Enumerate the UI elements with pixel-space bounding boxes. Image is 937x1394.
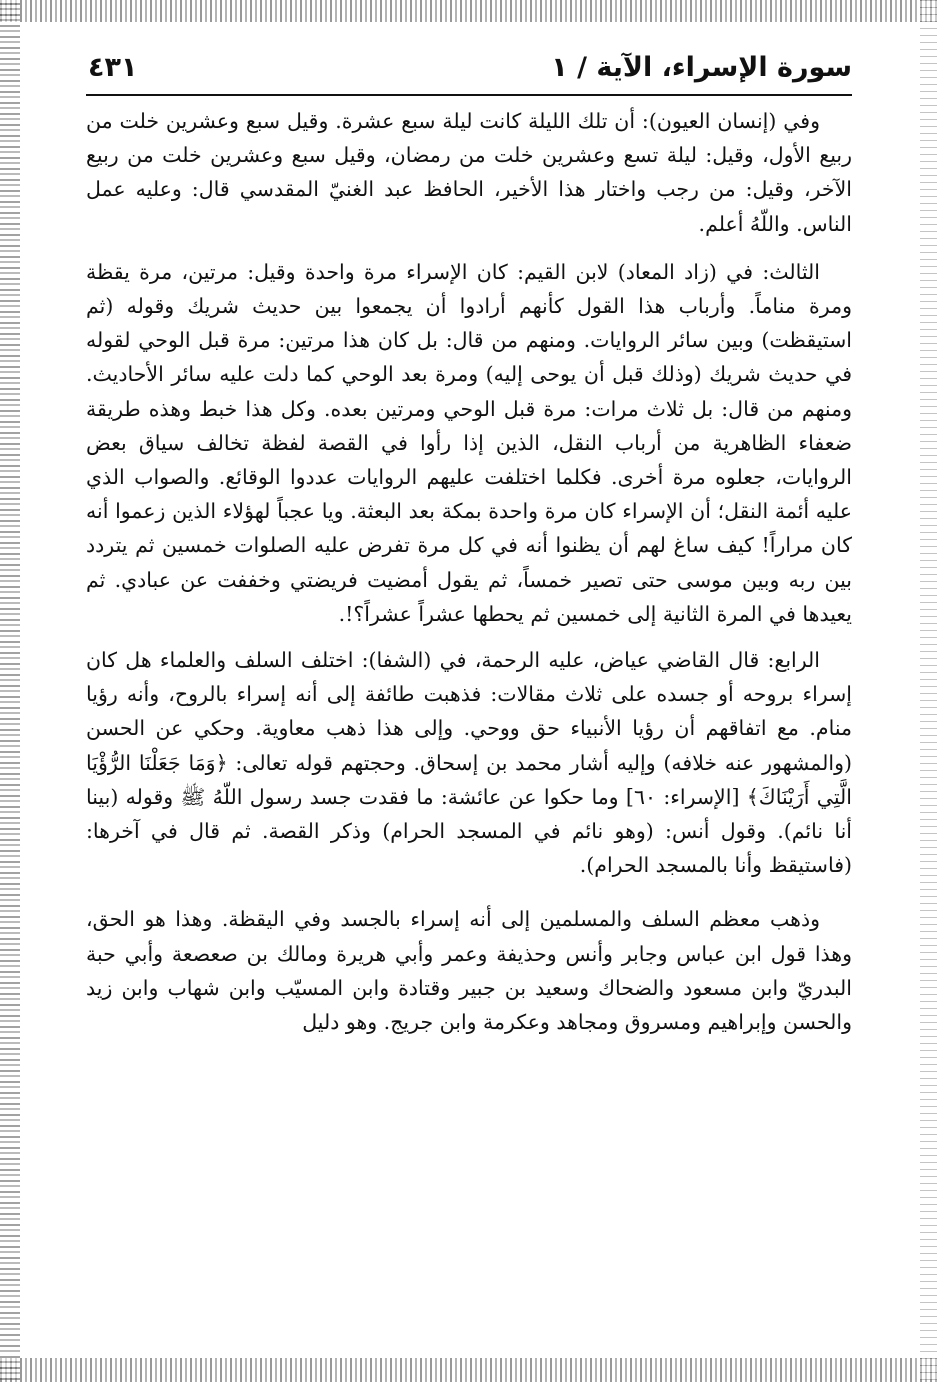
page-body [86,104,852,1039]
ornamental-border-top [0,0,937,22]
paragraph-fourth-opinion: الرابع: قال القاضي عياض، عليه الرحمة، في (الشفا): اختلف السلف والعلماء هل كان إسراء بروحه أو جسده على ثلاث مقالات: فذهبت طائفة إلى أنه إسراء بالروح، وأنه رؤيا منام. مع اتفاقهم أن رؤيا الأنبياء حق ووحي. وإلى هذا ذهب معاوية. وحكي عن الحسن (والمشهور عنه خلافه) وإليه أشار محمد بن إسحاق. وحجتهم قوله تعالى: ﴿وَمَا جَعَلْنَا الرُّؤْيَا الَّتِي أَرَيْنَاكَ﴾ [الإسراء: ٦٠] وما حكوا عن عائشة: ما فقدت جسد رسول اللّهُ ﷺ وقوله (بينا أنا نائم). وقول أنس: (وهو نائم في المسجد الحرام) وذكر القصة. ثم قال في آخرها: (فاستيقظ وأنا بالمسجد الحرام). [86,648,853,878]
ornamental-border-bottom [0,1358,937,1382]
page-header [86,46,852,96]
running-title: سورة الإسراء، الآية / ١ [551,52,852,83]
ornamental-border-right [920,0,937,1380]
book-page [86,46,852,1346]
page-number: ٤٣١ [88,52,138,83]
ornamental-border-left [0,0,20,1380]
paragraph-majority-view: وذهب معظم السلف والمسلمين إلى أنه إسراء بالجسد وفي اليقظة. وهذا هو الحق، وهذا قول ابن عباس وجابر وأنس وحذيفة وعمر وأبي هريرة ومالك بن صعصعة وأبي حبة البدريّ وابن مسعود والضحاك وسعيد بن جبير وقتادة وابن المسيّب وابن شهاب وابن زيد والحسن وإبراهيم ومسروق ومجاهد وعكرمة وابن جريج. وهو دليل [86,907,852,1035]
paragraph-third-opinion: الثالث: في (زاد المعاد) لابن القيم: كان الإسراء مرة واحدة وقيل: مرتين، مرة يقظة ومرة مناماً. وأرباب هذا القول كأنهم أرادوا أن يجمعوا بين حديث شريك وقوله (ثم استيقظت) وبين سائر الروايات. ومنهم من قال: بل كان هذا مرتين: مرة قبل الوحي لقوله في حديث شريك (وذلك قبل أن يوحى إليه) ومرة بعد الوحي كما دلت عليه سائر الأحاديث. ومنهم من قال: بل ثلاث مرات: مرة قبل الوحي ومرتين بعده. وكل هذا خبط وهذه طريقة ضعفاء الظاهرية من أرباب النقل، الذين إذا رأوا في القصة لفظة تخالف سياق بعض الروايات، جعلوه مرة أخرى. فكلما اختلفت عليهم الروايات عددوا الوقائع. والصواب الذي عليه أئمة النقل؛ أن الإسراء كان مرة واحدة بمكة بعد البعثة. ويا عجباً لهؤلاء الذين زعموا أنه كان مراراً! كيف ساغ لهم أن يظنوا أنه في كل مرة تفرض عليه الصلوات خمسين ثم يتردد بين ربه وبين موسى حتى تصير خمساً، ثم يقول أمضيت فريضتي وخففت عن عبادي. ثم يعيدها في المرة الثانية إلى خمسين ثم يحطها عشراً عشراً؟!. [86,259,852,626]
paragraph-date-of-isra: وفي (إنسان العيون): أن تلك الليلة كانت ليلة سبع عشرة. وقيل سبع وعشرين خلت من ربيع الأول، وقيل: ليلة تسع وعشرين خلت من رمضان، وقيل سبع وعشرين خلت من ربيع الآخر، وقيل: من رجب واختار هذا الأخير، الحافظ عبد الغنيّ المقدسي قال: وعليه عمل الناس. واللّهُ أعلم. [86,109,852,236]
